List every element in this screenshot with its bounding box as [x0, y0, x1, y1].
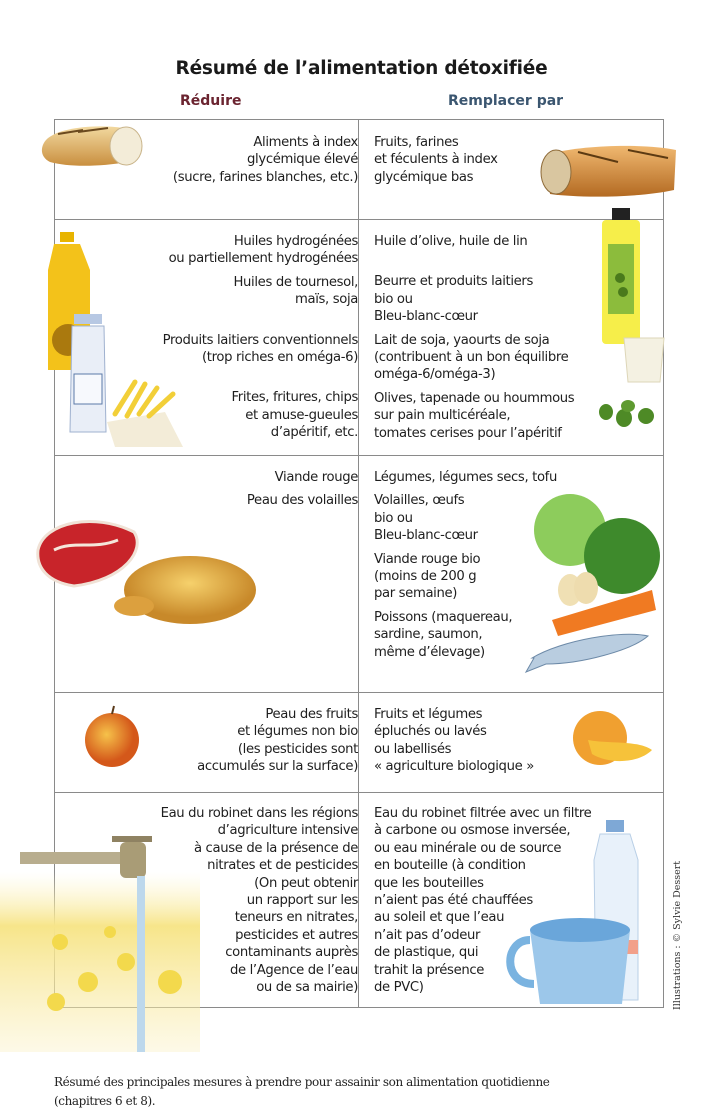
page-title: Résumé de l’alimentation détoxifiée: [175, 58, 548, 79]
text-line: n’ait pas d’odeur: [374, 927, 481, 943]
column-header-replace: Remplacer par: [448, 93, 564, 109]
text-line: d’agriculture intensive: [217, 823, 358, 839]
text-line: (sucre, farines blanches, etc.): [172, 169, 358, 185]
milk-bottle-icon: [66, 312, 110, 437]
text-line: « agriculture biologique »: [374, 759, 534, 775]
french-fries-icon: [105, 372, 185, 447]
roast-chicken-icon: [112, 548, 262, 628]
text-line: de l’Agence de l’eau: [229, 962, 358, 978]
caption-line: (chapitres 6 et 8).: [54, 1094, 156, 1108]
text-line: bio ou: [374, 510, 413, 526]
text-line: Fruits et légumes: [374, 707, 483, 722]
text-line: Poissons (maquereau,: [374, 609, 513, 625]
reduce-cell-fruit-skin: [197, 706, 358, 776]
text-line: bio ou: [374, 291, 413, 307]
text-line: Fruits, farines: [374, 135, 459, 150]
text-line: sardine, saumon,: [374, 627, 483, 643]
text-line: pesticides et autres: [235, 927, 358, 943]
reduce-cell-fats: [163, 233, 358, 442]
column-divider: [358, 119, 359, 1008]
text-line: (moins de 200 g: [374, 569, 477, 585]
text-line: Huile d’olive, huile de lin: [374, 234, 528, 249]
text-line: Viande rouge bio: [374, 551, 481, 567]
text-line: teneurs en nitrates,: [234, 910, 358, 926]
text-line: Frites, fritures, chips: [231, 390, 358, 406]
text-line: Bleu-blanc-cœur: [374, 528, 478, 544]
text-line: par semaine): [374, 586, 458, 602]
text-line: Viande rouge: [274, 470, 358, 485]
replace-cell-fats: [374, 233, 574, 442]
caption-line: Résumé des principales mesures à prendre pour assainir son alimentation quotidienne: [54, 1075, 550, 1089]
text-line: épluchés ou lavés: [374, 724, 487, 740]
text-line: ou labellisés: [374, 741, 452, 757]
soy-yogurt-icon: [622, 332, 666, 384]
text-line: trahit la présence: [374, 962, 485, 978]
text-line: et légumes non bio: [237, 724, 358, 740]
text-line: Eau du robinet filtrée avec un filtre: [374, 806, 592, 821]
water-filter-jug-and-bottle-icon: [500, 820, 660, 1010]
replace-cell-fruit-skin: [374, 706, 534, 776]
text-line: Huiles de tournesol,: [233, 274, 358, 290]
text-line: un rapport sur les: [246, 893, 358, 909]
text-line: Huiles hydrogénées: [233, 234, 358, 249]
text-line: Bleu-blanc-cœur: [374, 309, 478, 325]
text-line: sur pain multicéréale,: [374, 408, 511, 424]
reduce-cell-meat: [247, 469, 358, 510]
peeled-apple-icon: [568, 704, 654, 768]
text-line: Olives, tapenade ou hoummous: [374, 390, 575, 406]
figure-caption: [54, 1073, 550, 1111]
text-line: Produits laitiers conventionnels: [162, 332, 358, 348]
whole-grain-baguette-icon: [538, 142, 678, 200]
text-line: nitrates et de pesticides: [207, 858, 358, 874]
text-line: Peau des fruits: [265, 707, 358, 722]
text-line: (les pesticides sont: [237, 741, 358, 757]
text-line: ou eau minérale ou de source: [374, 840, 562, 856]
text-line: au soleil et que l’eau: [374, 910, 505, 926]
text-line: maïs, soja: [294, 292, 358, 308]
text-line: Eau du robinet dans les régions: [160, 806, 358, 821]
row-divider: [54, 219, 664, 220]
text-line: oméga-6/oméga-3): [374, 367, 496, 383]
text-line: Peau des volailles: [246, 493, 358, 509]
text-line: à carbone ou osmose inversée,: [374, 823, 571, 839]
text-line: tomates cerises pour l’apéritif: [374, 425, 562, 441]
text-line: même d’élevage): [374, 644, 485, 660]
text-line: ou de sa mairie): [256, 980, 358, 996]
text-line: de PVC): [374, 980, 424, 996]
olive-oil-bottle-icon: [598, 206, 644, 346]
text-line: Lait de soja, yaourts de soja: [374, 332, 550, 348]
text-line: Légumes, légumes secs, tofu: [374, 470, 557, 485]
text-line: glycémique bas: [374, 169, 474, 185]
text-line: en bouteille (à condition: [374, 858, 526, 874]
olives-icon: [598, 400, 660, 430]
text-line: Beurre et produits laitiers: [374, 274, 534, 290]
text-line: d’apéritif, etc.: [270, 425, 358, 441]
illustration-credit: Illustrations : © Sylvie Dessert: [672, 860, 683, 1010]
text-line: (On peut obtenir: [254, 875, 358, 891]
text-line: de plastique, qui: [374, 945, 479, 961]
apple-icon: [80, 704, 144, 768]
reduce-cell-glycemic: [173, 134, 358, 186]
text-line: (trop riches en oméga-6): [202, 350, 358, 366]
vegetables-fish-icon: [522, 490, 672, 675]
text-line: n’aient pas été chauffées: [374, 893, 533, 909]
text-line: et amuse-gueules: [245, 407, 358, 423]
water-tap-field-icon: [0, 832, 260, 1052]
text-line: accumulés sur la surface): [197, 759, 358, 775]
row-divider: [54, 792, 664, 793]
table-border-top: [54, 119, 664, 120]
row-divider: [54, 692, 664, 693]
bread-slice-icon: [38, 122, 148, 177]
text-line: (contribuent à un bon équilibre: [374, 350, 569, 366]
row-divider: [54, 455, 664, 456]
text-line: et féculents à index: [374, 152, 498, 168]
text-line: glycémique élevé: [247, 152, 358, 168]
column-header-reduce: Réduire: [180, 93, 242, 109]
text-line: Aliments à index: [253, 135, 358, 150]
text-line: ou partiellement hydrogénées: [168, 251, 358, 267]
replace-cell-glycemic: [374, 134, 498, 186]
text-line: à cause de la présence de: [193, 840, 358, 856]
text-line: Volailles, œufs: [374, 493, 465, 509]
text-line: contaminants auprès: [225, 945, 358, 961]
text-line: que les bouteilles: [374, 875, 484, 891]
